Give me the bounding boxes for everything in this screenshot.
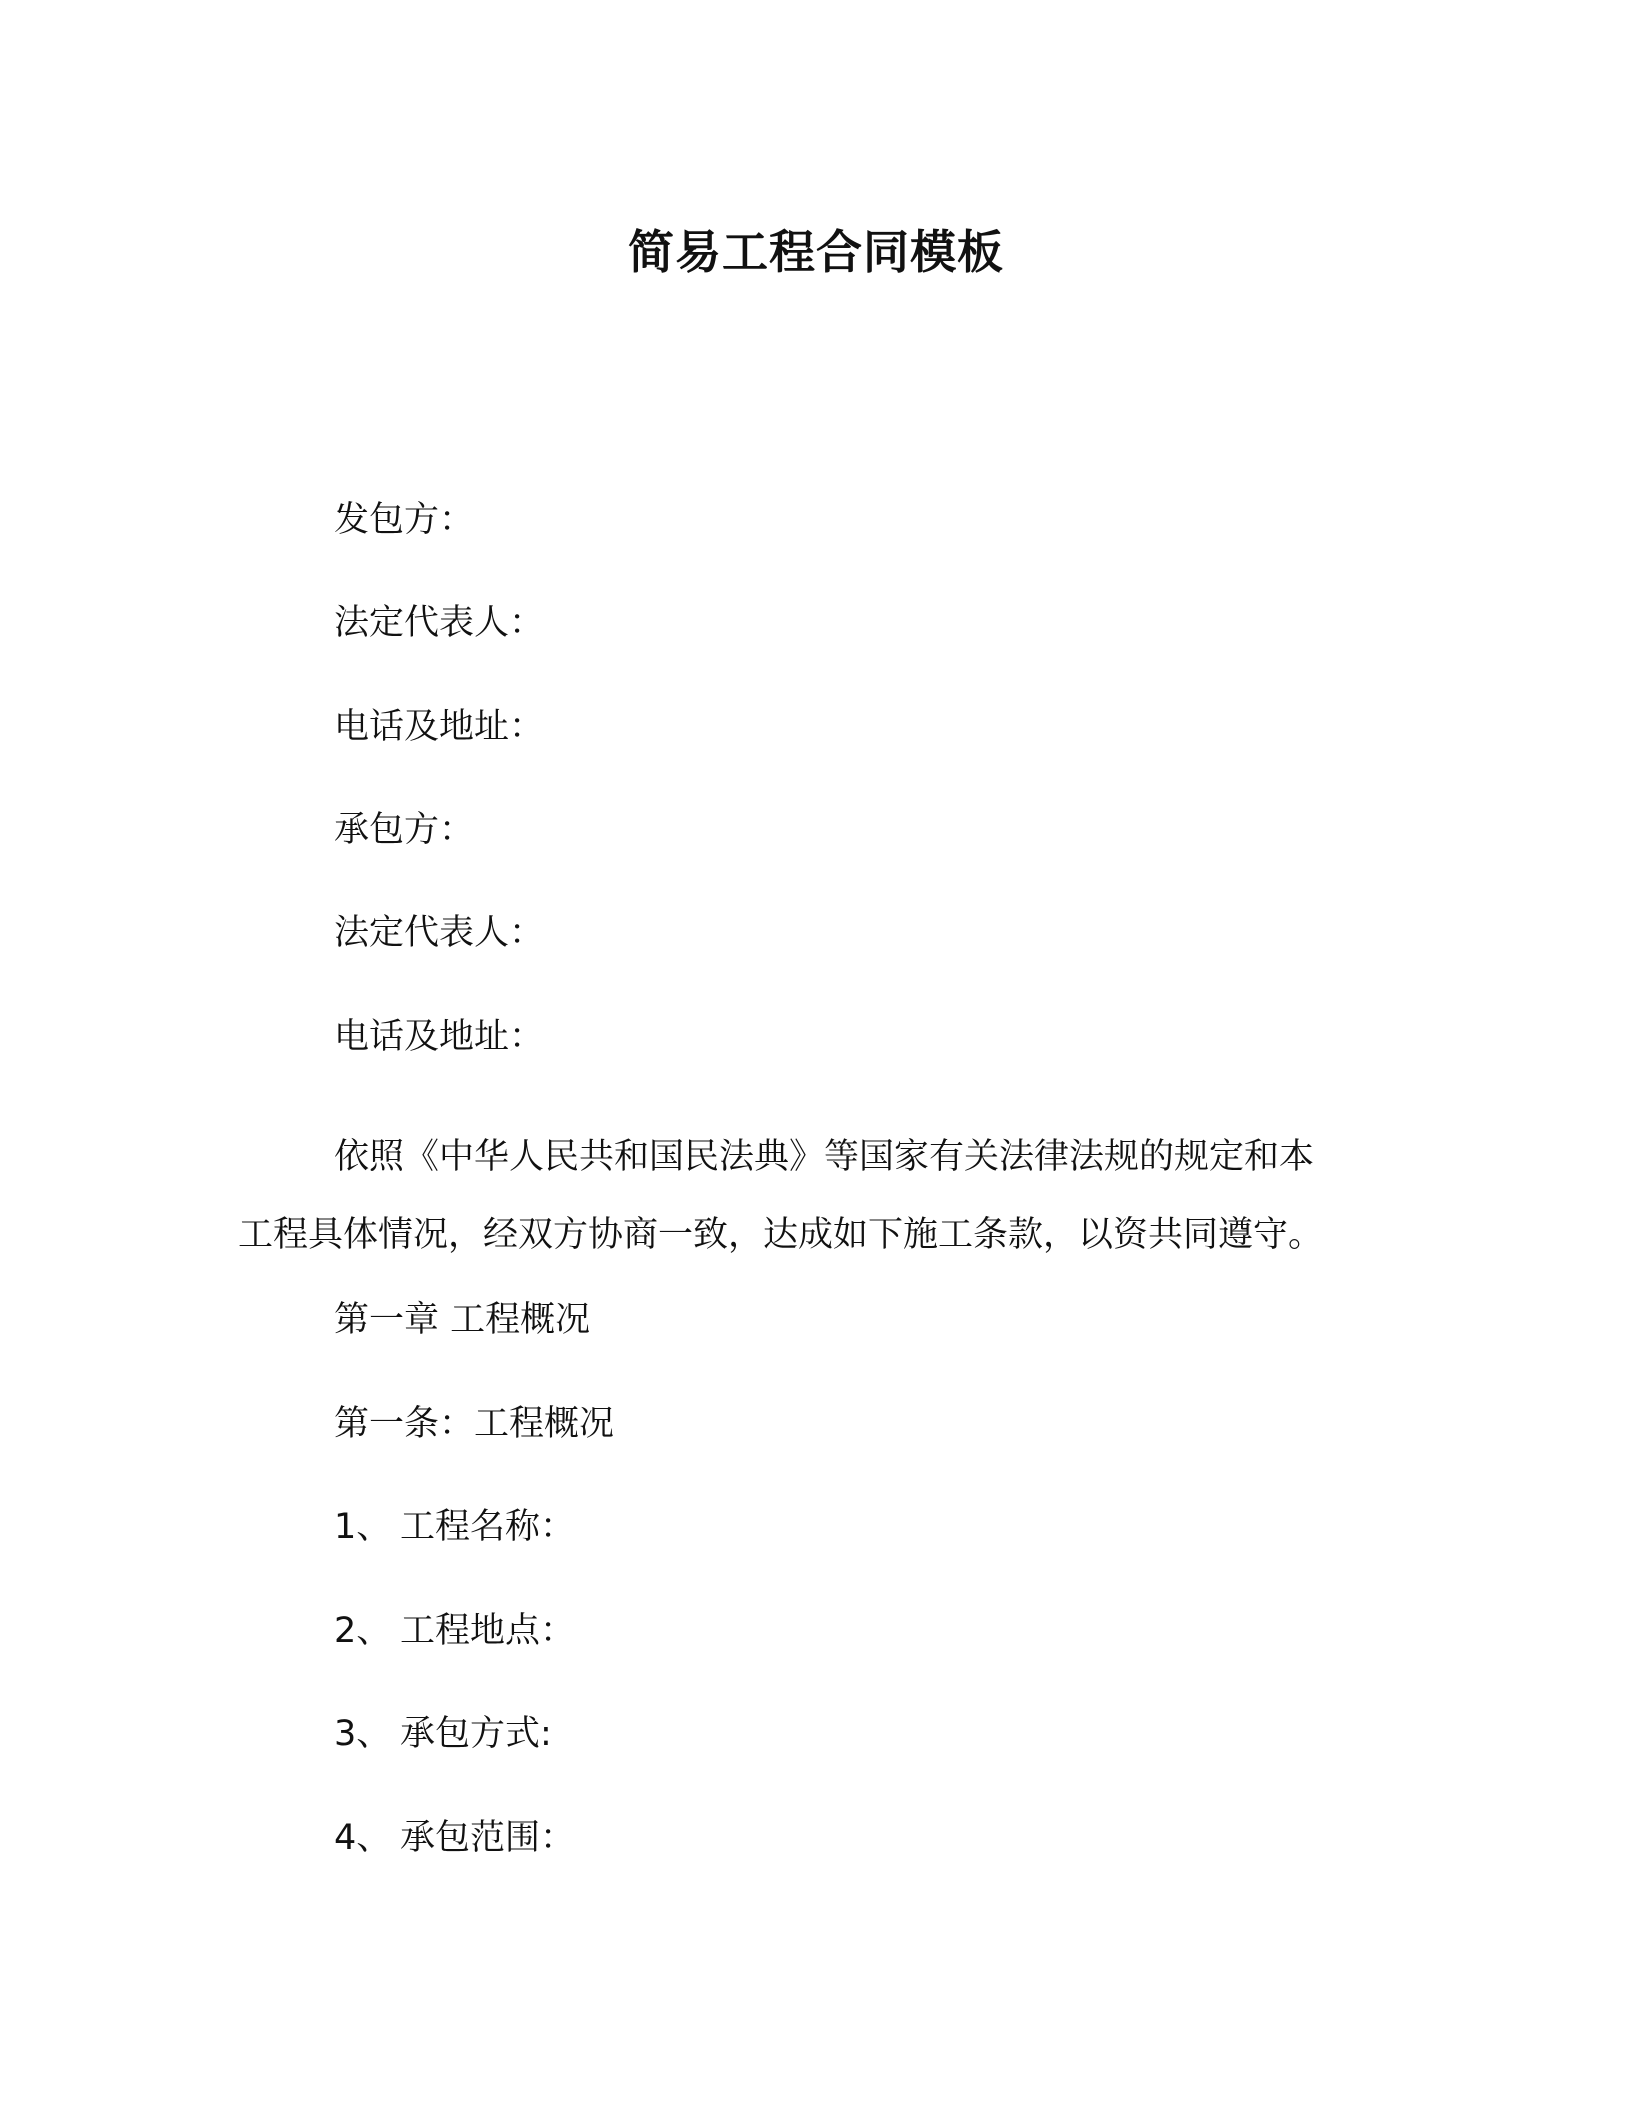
article-heading: 第一条：工程概况 [334,1404,615,1444]
document-title: 简易工程合同模板 [628,225,1004,279]
item-label: 工程名称： [400,1507,576,1547]
item-contract-method [334,1710,552,1758]
contractor-representative-label: 法定代表人： [334,913,545,953]
item-number: 3、 [334,1714,392,1754]
item-contract-scope [334,1814,575,1862]
preamble-line-1: 依照《中华人民共和国民法典》等国家有关法律法规的规定和本 [334,1137,1315,1177]
employer-field-label: 发包方： [334,500,475,540]
item-project-location [334,1607,575,1655]
preamble-line-2: 工程具体情况，经双方协商一致，达成如下施工条款，以资共同遵守。 [238,1215,1324,1255]
preamble-paragraph [238,1118,1388,1274]
chapter-heading: 第一章 工程概况 [334,1300,591,1340]
item-label: 工程地点： [400,1611,576,1651]
item-number: 4、 [334,1818,392,1858]
employer-contact-label: 电话及地址： [334,707,545,747]
item-label: 承包方式: [400,1714,552,1754]
item-project-name [334,1503,575,1551]
contractor-field-label: 承包方： [334,810,475,850]
employer-representative-label: 法定代表人： [334,603,545,643]
item-number: 2、 [334,1611,392,1651]
contractor-contact-label: 电话及地址： [334,1017,545,1057]
item-label: 承包范围： [400,1818,576,1858]
item-number: 1、 [334,1507,392,1547]
